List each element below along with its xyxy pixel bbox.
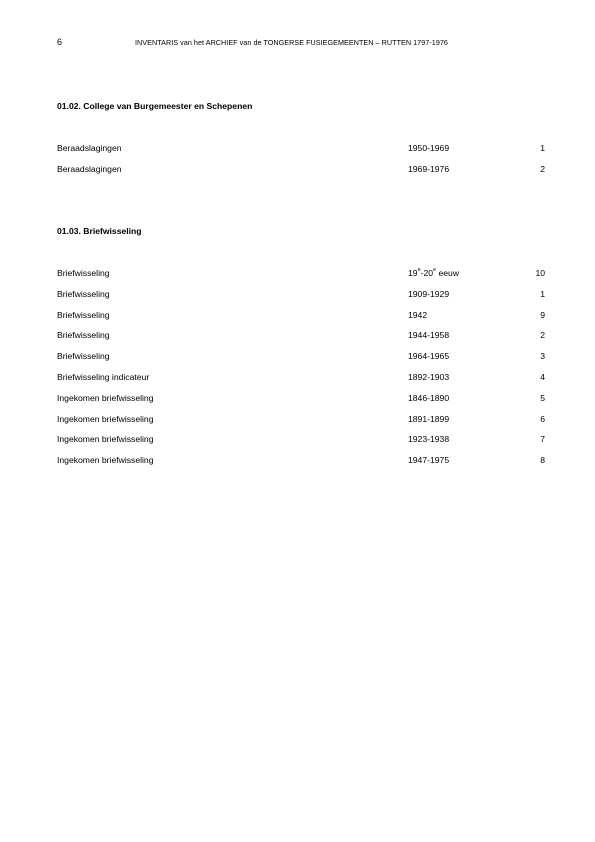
entry-description: Briefwisseling [57, 309, 110, 320]
entry-date: 1891-1899 [408, 413, 450, 424]
entry-date: 1969-1976 [408, 163, 450, 174]
entry-number: 2 [540, 330, 545, 341]
entry-number: 8 [540, 455, 545, 466]
entry-description: Briefwisseling [57, 330, 110, 341]
entry-description: Ingekomen briefwisseling [57, 455, 154, 466]
entry-date: 1944-1958 [408, 330, 450, 341]
inventory-entry [57, 434, 545, 455]
entry-date: 1950-1969 [408, 143, 450, 153]
inventory-entry [57, 393, 545, 414]
entry-number: 3 [540, 351, 545, 362]
entry-description: Briefwisseling [57, 288, 110, 299]
entry-list-briefwisseling [57, 268, 545, 476]
entry-date: 1923-1938 [408, 434, 450, 445]
entry-description: Briefwisseling indicateur [57, 371, 150, 382]
date-century-end: -20 [420, 268, 434, 278]
date-ordinal-sup: e [417, 267, 421, 274]
entry-number: 9 [540, 309, 545, 320]
section-title-briefwisseling: 01.03. Briefwisseling [57, 226, 142, 236]
entry-number: 1 [540, 288, 545, 299]
inventory-entry [57, 268, 545, 289]
inventory-entry [57, 455, 545, 476]
inventory-entry [57, 330, 545, 351]
entry-description: Ingekomen briefwisseling [57, 413, 154, 424]
entry-description: Ingekomen briefwisseling [57, 434, 154, 445]
entry-number: 1 [540, 143, 545, 153]
entry-number: 6 [540, 413, 545, 424]
inventory-entry [57, 414, 545, 435]
entry-date: 1947-1975 [408, 455, 450, 466]
entry-description: Briefwisseling [57, 268, 110, 278]
entry-description: Ingekomen briefwisseling [57, 392, 154, 403]
running-title: INVENTARIS van het ARCHIEF van de TONGERSE FUSIEGEMEENTEN – RUTTEN 1797-1976 [135, 38, 448, 47]
inventory-entry [57, 351, 545, 372]
entry-date: 1909-1929 [408, 288, 450, 299]
entry-description: Beraadslagingen [57, 163, 122, 174]
inventory-entry [57, 164, 545, 185]
entry-number: 2 [540, 163, 545, 174]
entry-number: 7 [540, 434, 545, 445]
entry-number: 5 [540, 392, 545, 403]
date-century-start: 19 [408, 268, 418, 278]
inventory-entry [57, 143, 545, 164]
page-number: 6 [57, 37, 63, 47]
entry-date: 1964-1965 [408, 351, 450, 362]
inventory-entry [57, 310, 545, 331]
entry-number: 4 [540, 371, 545, 382]
entry-description: Beraadslagingen [57, 143, 122, 153]
entry-date: 1892-1903 [408, 371, 450, 382]
entry-description: Briefwisseling [57, 351, 110, 362]
entry-date: 1846-1890 [408, 392, 450, 403]
date-century-word: eeuw [436, 268, 460, 278]
section-title-college: 01.02. College van Burgemeester en Schepenen [57, 101, 253, 111]
entry-list-college [57, 143, 545, 185]
page-header [0, 37, 595, 49]
inventory-entry [57, 289, 545, 310]
entry-date: 1942 [408, 309, 428, 320]
entry-number: 10 [535, 268, 545, 278]
entry-date [408, 268, 459, 279]
date-ordinal-sup: e [433, 267, 437, 274]
inventory-entry [57, 372, 545, 393]
